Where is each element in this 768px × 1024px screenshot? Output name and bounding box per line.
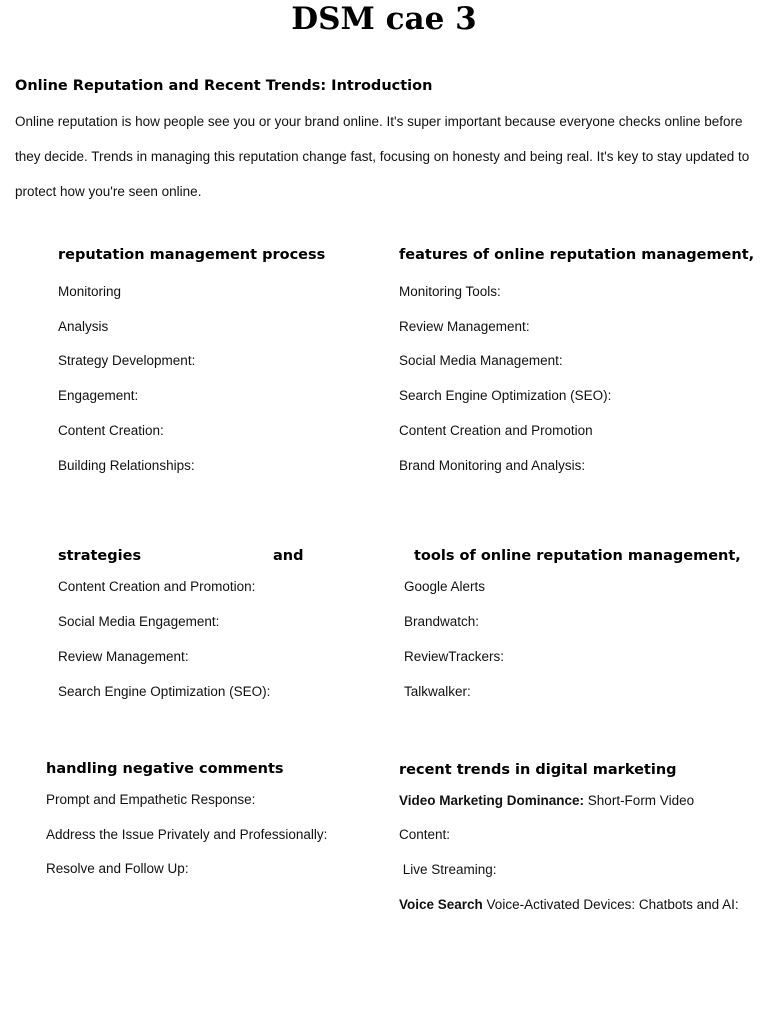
trends-line: Live Streaming: xyxy=(399,862,497,877)
trends-line xyxy=(399,793,694,808)
trends-text: Short-Form Video xyxy=(584,793,695,808)
process-item: Engagement: xyxy=(58,388,139,403)
strategies-heading-and: and xyxy=(273,548,304,564)
features-heading: features of online reputation management, xyxy=(399,247,755,263)
strategies-item: Review Management: xyxy=(58,649,189,664)
trends-heading: recent trends in digital marketing xyxy=(399,762,677,778)
tools-item: ReviewTrackers: xyxy=(404,649,505,664)
features-item: Search Engine Optimization (SEO): xyxy=(399,388,612,403)
trends-emphasis: Video Marketing Dominance: xyxy=(399,793,585,808)
strategies-item: Content Creation and Promotion: xyxy=(58,579,256,594)
strategies-heading: strategies xyxy=(58,548,142,564)
process-item: Content Creation: xyxy=(58,423,164,438)
strategies-item: Social Media Engagement: xyxy=(58,614,220,629)
intro-heading: Online Reputation and Recent Trends: Introduction xyxy=(15,78,433,94)
features-item: Monitoring Tools: xyxy=(399,284,501,299)
document-title: DSM cae 3 xyxy=(291,1,477,37)
negative-item: Prompt and Empathetic Response: xyxy=(46,792,256,807)
features-item: Content Creation and Promotion xyxy=(399,423,593,438)
tools-item: Google Alerts xyxy=(404,579,486,594)
trends-line xyxy=(399,897,739,912)
strategies-item: Search Engine Optimization (SEO): xyxy=(58,684,271,699)
process-item: Analysis xyxy=(58,319,109,334)
process-item: Monitoring xyxy=(58,284,122,299)
intro-paragraph: Online reputation is how people see you or your brand online. It's super important because everyone checks online before they decide. Trends in managing this reputation change fast, focusing on honesty and being real. It's key to stay updated to protect how you're seen online. xyxy=(15,114,750,199)
trends-emphasis: Voice Search xyxy=(399,897,483,912)
process-heading: reputation management process xyxy=(58,247,326,263)
features-item: Review Management: xyxy=(399,319,530,334)
process-item: Building Relationships: xyxy=(58,458,195,473)
negative-item: Resolve and Follow Up: xyxy=(46,861,189,876)
features-item: Brand Monitoring and Analysis: xyxy=(399,458,586,473)
negative-heading: handling negative comments xyxy=(46,761,284,777)
tools-item: Talkwalker: xyxy=(404,684,471,699)
features-item: Social Media Management: xyxy=(399,353,563,368)
negative-item: Address the Issue Privately and Professionally: xyxy=(46,827,328,842)
process-item: Strategy Development: xyxy=(58,353,196,368)
tools-item: Brandwatch: xyxy=(404,614,480,629)
tools-heading: tools of online reputation management, xyxy=(414,548,741,564)
trends-text: Voice-Activated Devices: Chatbots and AI: xyxy=(482,897,739,912)
trends-line: Content: xyxy=(399,827,451,842)
